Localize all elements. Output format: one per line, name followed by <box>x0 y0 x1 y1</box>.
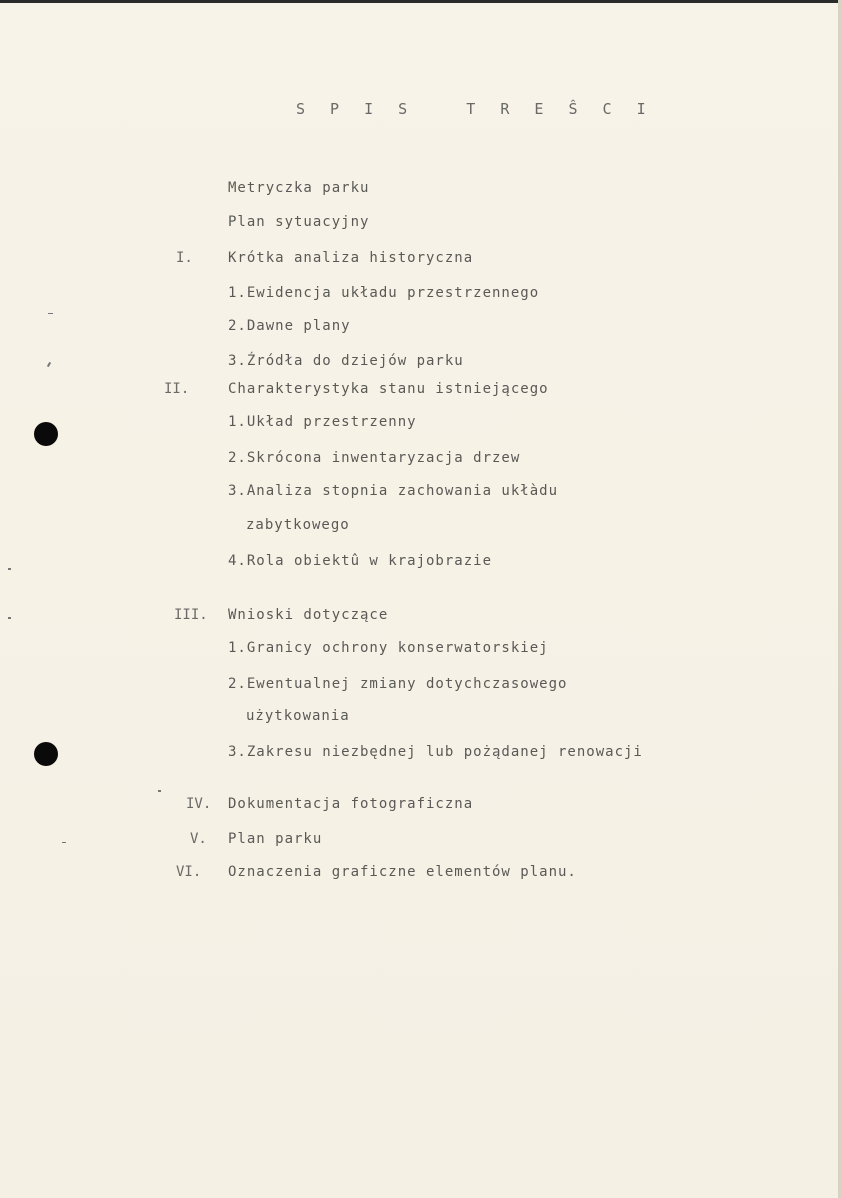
paper-mark <box>158 790 161 792</box>
toc-entry: Metryczka parku <box>228 180 370 196</box>
toc-subentry-continuation: zabytkowego <box>246 517 350 533</box>
section-heading: Dokumentacja fotograficzna <box>228 796 474 812</box>
toc-subentry: 3.Analiza stopnia zachowania ukłàdu <box>228 483 559 499</box>
toc-subentry: 3.Zakresu niezbędnej lub pożądanej renowacji <box>228 744 643 760</box>
toc-subentry: 4.Rola obiektû w krajobrazie <box>228 553 493 569</box>
toc-subentry: 1.Granicy ochrony konserwatorskiej <box>228 640 549 656</box>
section-numeral: I. <box>176 250 193 266</box>
section-numeral: V. <box>190 831 207 847</box>
section-heading: Krótka analiza historyczna <box>228 250 474 266</box>
toc-subentry-continuation: użytkowania <box>246 708 350 724</box>
paper-mark <box>8 617 11 619</box>
section-numeral: II. <box>164 381 190 397</box>
toc-subentry: 2.Ewentualnej zmiany dotychczasowego <box>228 676 568 692</box>
top-edge <box>0 0 841 3</box>
paper-mark <box>8 568 11 570</box>
section-numeral: IV. <box>186 796 212 812</box>
section-heading: Charakterystyka stanu istniejącego <box>228 381 549 397</box>
toc-subentry: 2.Dawne plany <box>228 318 351 334</box>
section-numeral: VI. <box>176 864 202 880</box>
toc-subentry: 3.Źródła do dziejów parku <box>228 353 464 369</box>
toc-entry: Plan sytuacyjny <box>228 214 370 230</box>
punch-hole-upper <box>34 422 58 446</box>
paper-mark <box>48 313 53 314</box>
toc-subentry: 2.Skrócona inwentaryzacja drzew <box>228 450 521 466</box>
section-heading: Oznaczenia graficzne elementów planu. <box>228 864 577 880</box>
toc-subentry: 1.Układ przestrzenny <box>228 414 417 430</box>
paper-mark <box>47 362 51 367</box>
section-heading: Wnioski dotyczące <box>228 607 389 623</box>
paper-mark <box>62 842 66 843</box>
section-numeral: III. <box>174 607 208 623</box>
toc-subentry: 1.Ewidencja układu przestrzennego <box>228 285 540 301</box>
section-heading: Plan parku <box>228 831 323 847</box>
document-title: S P I S T R E Ŝ C I <box>296 100 654 118</box>
punch-hole-lower <box>34 742 58 766</box>
